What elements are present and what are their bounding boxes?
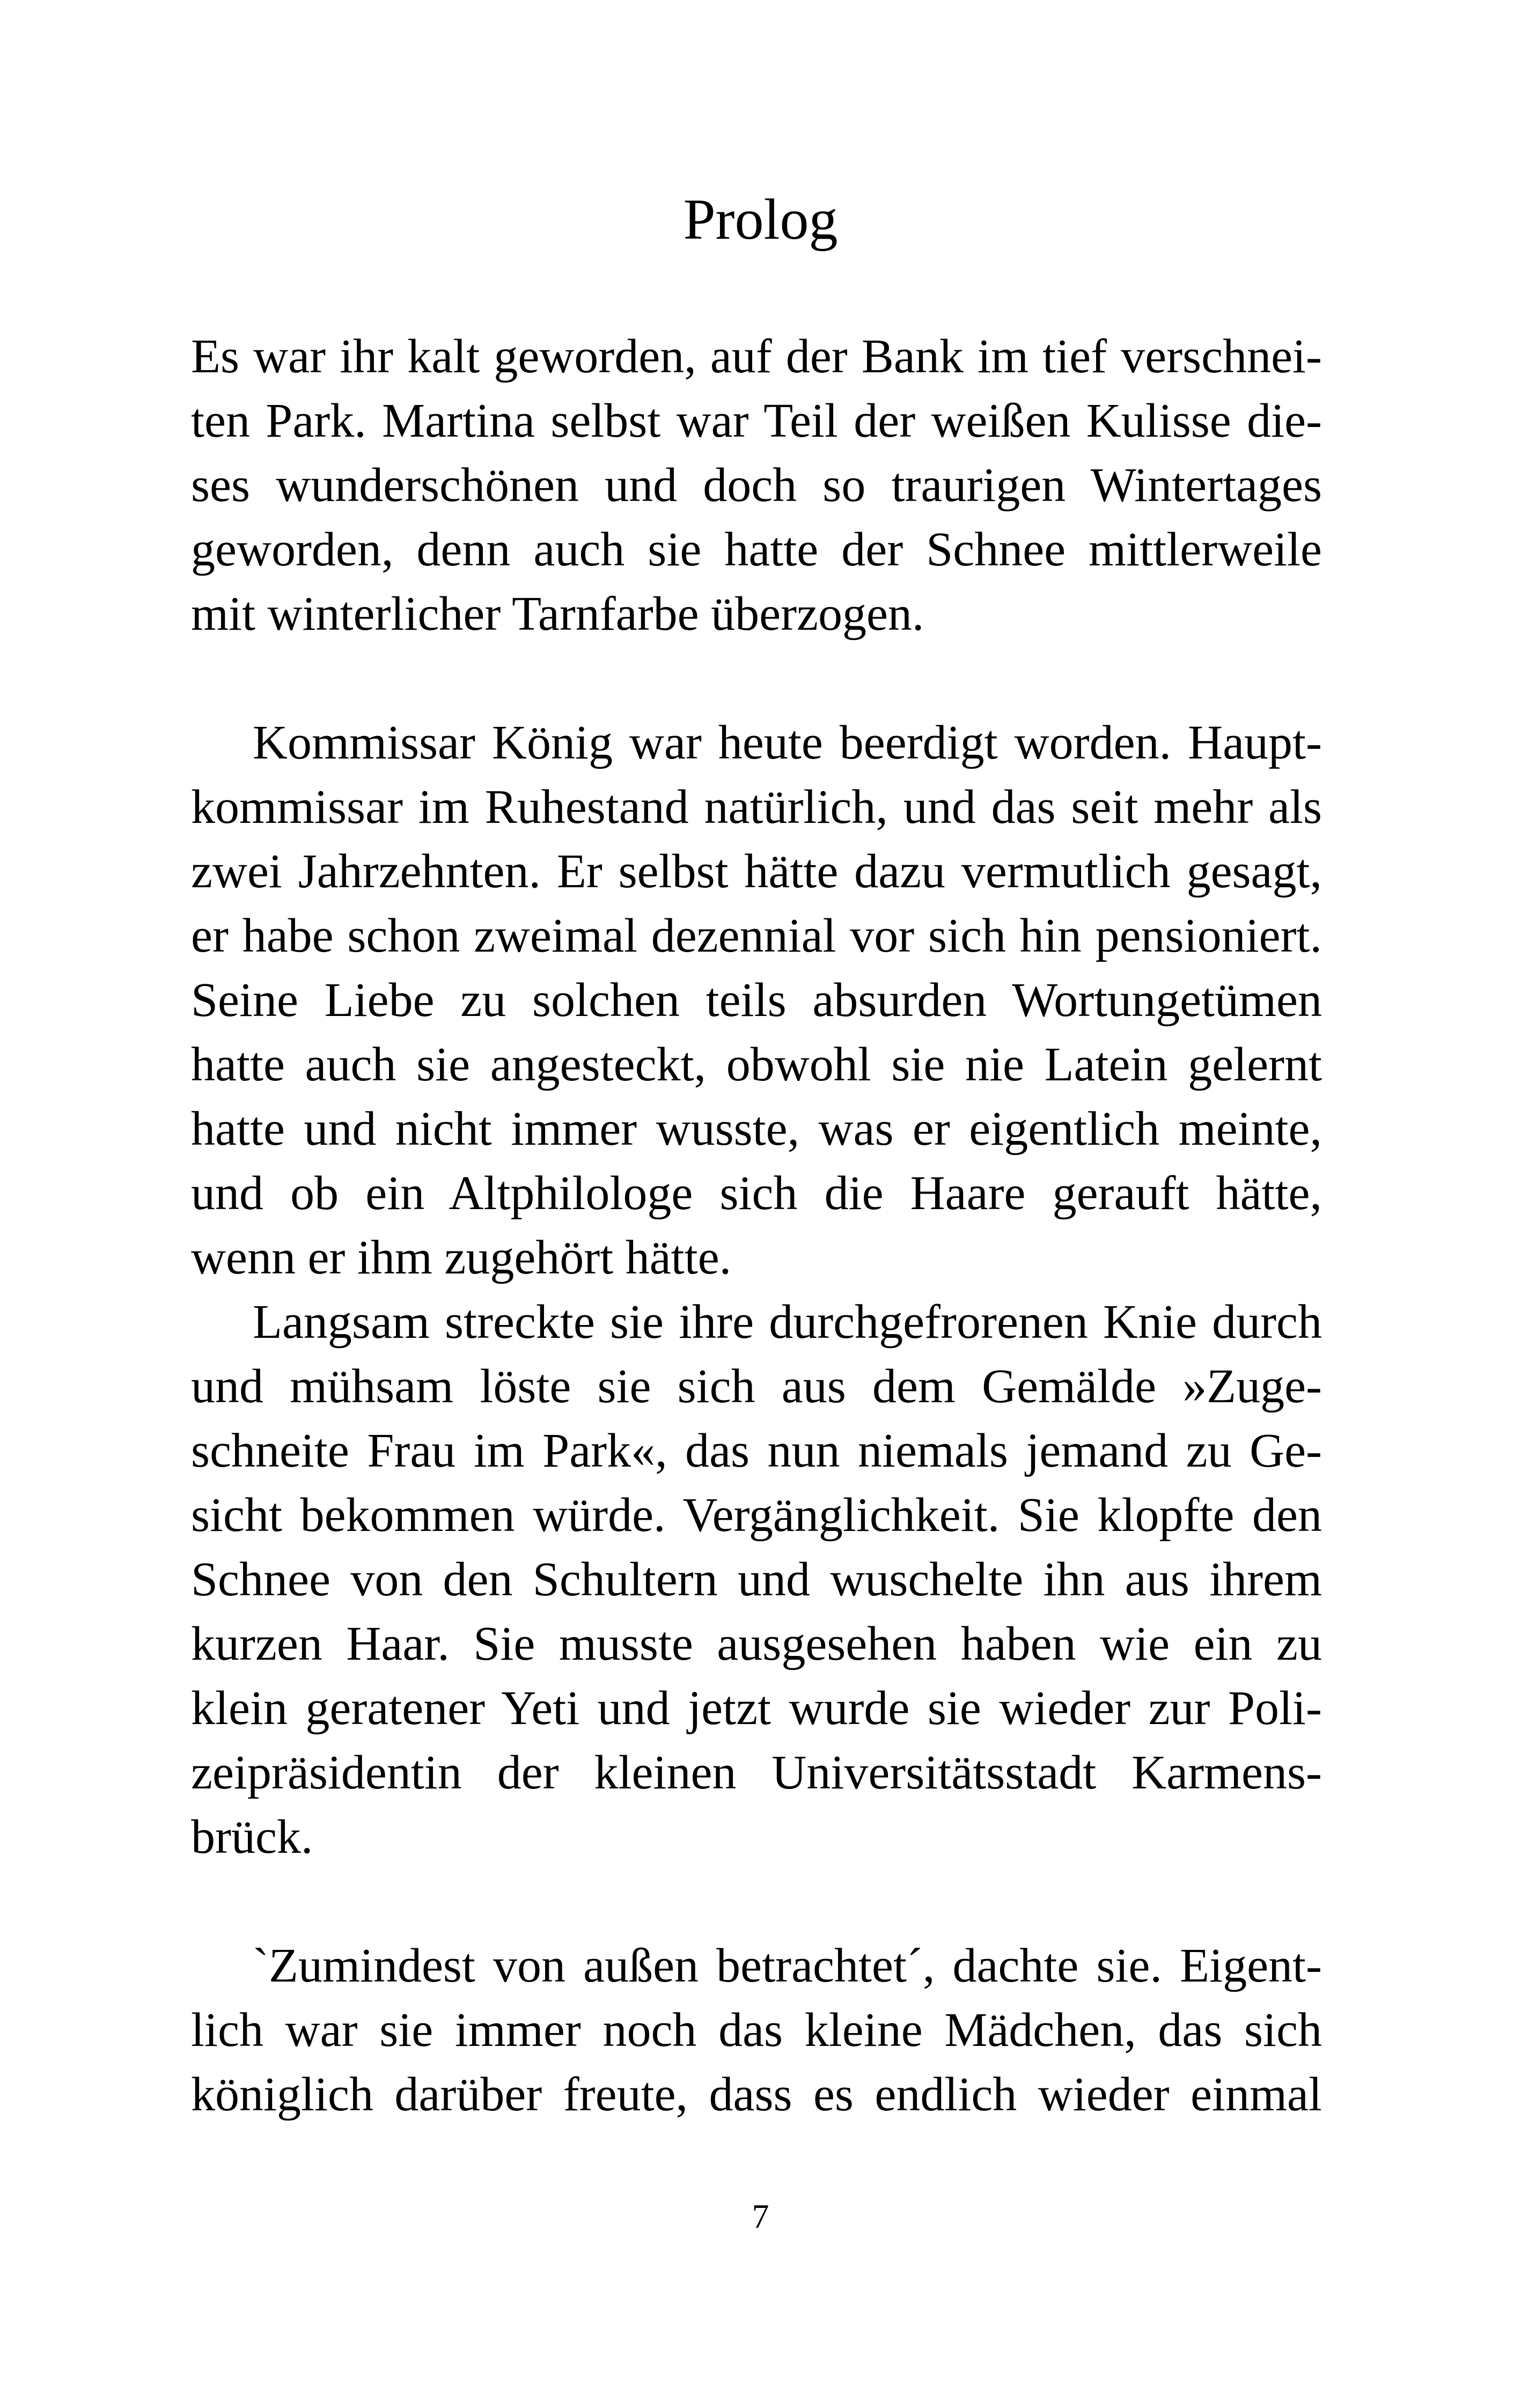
text-line: wenn er ihm zugehört hätte. (191, 1231, 732, 1284)
text-line: kurzen Haar. Sie musste ausgesehen haben wie ein zu (191, 1617, 1322, 1670)
text-line: Schnee von den Schultern und wuschelte ihn aus ihrem (191, 1553, 1322, 1606)
text-line: lich war sie immer noch das kleine Mädchen, das sich (191, 2004, 1322, 2057)
text-line: sicht bekommen würde. Vergänglichkeit. Sie klopfte den (191, 1489, 1322, 1542)
text-line: Es war ihr kalt geworden, auf der Bank im tief verschnei- (191, 330, 1322, 383)
text-line: Langsam streckte sie ihre durchgefrorenen Knie durch (253, 1295, 1322, 1349)
text-line: zwei Jahrzehnten. Er selbst hätte dazu vermutlich gesagt, (191, 845, 1322, 898)
text-line: kommissar im Ruhestand natürlich, und das seit mehr als (191, 780, 1322, 834)
page-number: 7 (752, 2197, 769, 2235)
text-line: brück. (191, 1810, 313, 1864)
text-line: geworden, denn auch sie hatte der Schnee mittlerweile (191, 523, 1322, 576)
text-line: ten Park. Martina selbst war Teil der weißen Kulisse die- (191, 394, 1322, 447)
text-line: ses wunderschönen und doch so traurigen Wintertages (191, 459, 1322, 512)
paragraph (191, 325, 1322, 646)
text-line: Seine Liebe zu solchen teils absurden Wortungetümen (191, 974, 1322, 1027)
text-line: schneite Frau im Park«, das nun niemals jemand zu Ge- (191, 1424, 1322, 1477)
paragraph-gap (191, 646, 1322, 711)
text-line: zeipräsidentin der kleinen Universitätsstadt Karmens- (191, 1746, 1322, 1799)
paragraph (191, 1290, 1322, 1869)
chapter-title: Prolog (683, 188, 838, 252)
text-line: und ob ein Altphilologe sich die Haare gerauft hätte, (191, 1167, 1322, 1220)
text-line: klein geratener Yeti und jetzt wurde sie wieder zur Poli- (191, 1682, 1322, 1735)
text-line: Kommissar König war heute beerdigt worden. Haupt- (253, 716, 1322, 769)
paragraph (191, 1934, 1322, 2127)
text-line: er habe schon zweimal dezennial vor sich hin pensioniert. (191, 909, 1322, 962)
text-line: mit winterlicher Tarnfarbe überzogen. (191, 587, 924, 640)
paragraph (191, 711, 1322, 1290)
text-line: königlich darüber freute, dass es endlich wieder einmal (191, 2068, 1322, 2121)
body-text (191, 325, 1322, 2127)
text-line: `Zumindest von außen betrachtet´, dachte sie. Eigent- (253, 1939, 1322, 1992)
text-line: hatte und nicht immer wusste, was er eigentlich meinte, (191, 1102, 1322, 1155)
paragraph-gap (191, 1869, 1322, 1934)
text-line: hatte auch sie angesteckt, obwohl sie nie Latein gelernt (191, 1038, 1322, 1091)
text-line: und mühsam löste sie sich aus dem Gemälde »Zuge- (191, 1360, 1322, 1413)
